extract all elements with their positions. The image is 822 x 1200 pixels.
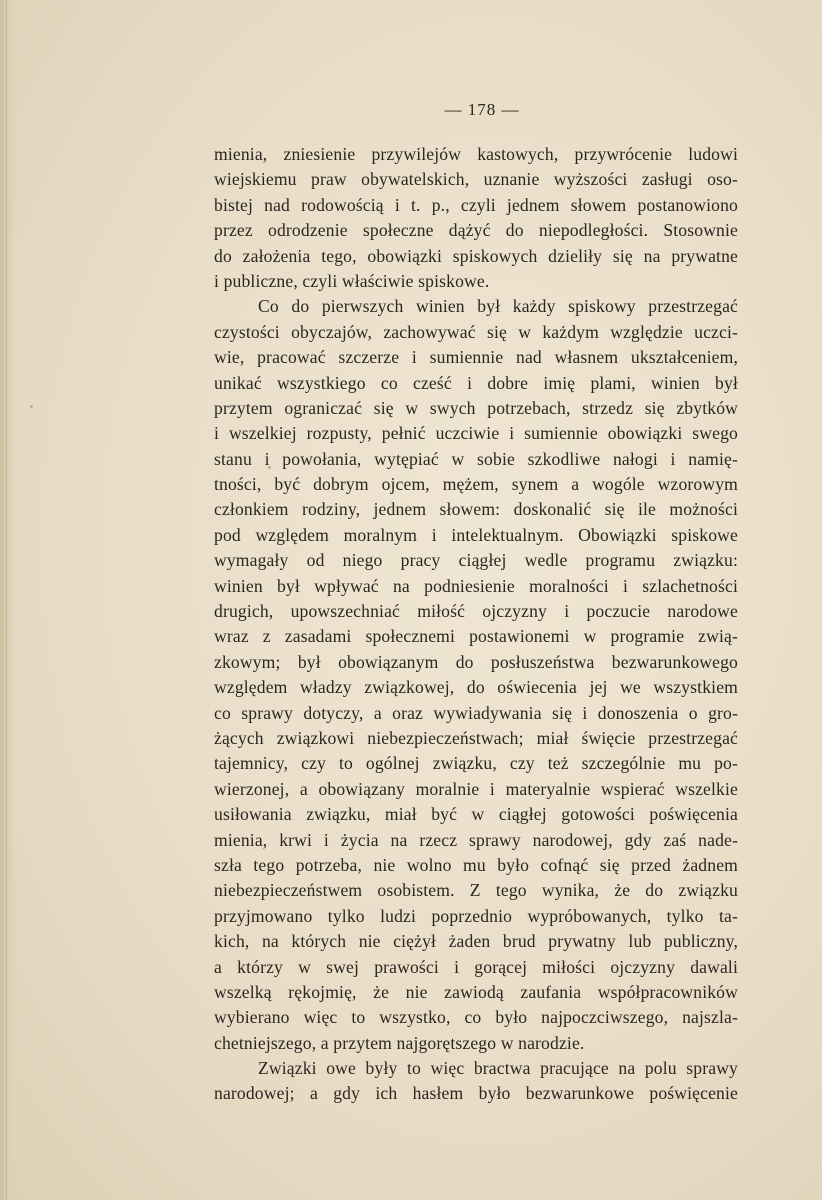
text-line: usiłowania związku, miał być w ciągłej gotowości poświęcenia [214, 804, 738, 825]
text-line: wymagały od niego pracy ciągłej wedle programu związku: [214, 550, 738, 571]
page-number: — 178 — [444, 100, 520, 119]
text-line: i wszelkiej rozpusty, pełnić uczciwie i sumiennie obowiązki swego [214, 423, 738, 444]
text-line: wszelką rękojmię, że nie zawiodą zaufania współpracowników [214, 981, 738, 1002]
text-line: szła tego potrzeba, nie wolno mu było cofnąć się przed żadnem [214, 854, 738, 875]
text-line: unikać wszystkiego co cześć i dobre imię plami, winien był [214, 372, 738, 393]
text-line: wierzonej, a obowiązany moralnie i materyalnie wspierać wszelkie [214, 778, 738, 799]
text-line: pod względem moralnym i intelektualnym. Obowiązki spiskowe [214, 524, 738, 545]
text-line: członkiem rodziny, jednem słowem: doskonalić się ile możności [214, 499, 738, 520]
text-line: narodowej; a gdy ich hasłem było bezwarunkowe poświęcenie [214, 1083, 738, 1104]
binding-edge [0, 0, 16, 1200]
text-line: wybierano więc to wszystko, co było najpoczciwszego, najszla- [214, 1007, 738, 1028]
text-line: przytem ograniczać się w swych potrzebach, strzedz się zbytków [214, 397, 738, 418]
text-line: co sprawy dotyczy, a oraz wywiadywania się i donoszenia o gro- [214, 702, 738, 723]
text-line: Związki owe były to więc bractwa pracujące na polu sprawy [258, 1058, 738, 1079]
text-line: bistej nad rodowością i t. p., czyli jednem słowem postanowiono [214, 194, 738, 215]
text-line: chetniejszego, a przytem najgorętszego w narodzie. [214, 1032, 585, 1053]
text-line: wraz z zasadami społecznemi postawionemi w programie zwią- [214, 626, 738, 647]
paper-spot [30, 405, 33, 408]
text-line: wie, pracować szczerze i sumiennie nad własnem ukształceniem, [214, 347, 738, 368]
text-line: czystości obyczajów, zachowywać się w każdym względzie uczci- [214, 321, 738, 342]
text-line: względem władzy związkowej, do oświecenia jej we wszystkiem [214, 677, 738, 698]
text-line: tajemnicy, czy to ogólnej związku, czy też szczególnie mu po- [214, 753, 738, 774]
text-line: mienia, zniesienie przywilejów kastowych, przywrócenie ludowi [214, 144, 738, 164]
text-line: żących związkowi niebezpieczeństwach; miał święcie przestrzegać [214, 727, 738, 748]
text-line: do założenia tego, obowiązki spiskowych dzieliły się na prywatne [214, 245, 738, 266]
text-line: wiejskiemu praw obywatelskich, uznanie wyższości zasługi oso- [214, 169, 738, 190]
text-line: a którzy w swej prawości i gorącej miłości ojczyzny dawali [214, 956, 738, 977]
text-line: stanu i powołania, wytępiać w sobie szkodliwe nałogi i namię- [214, 448, 738, 469]
text-line: tności, być dobrym ojcem, mężem, synem a wogóle wzorowym [214, 474, 738, 495]
text-line: drugich, upowszechniać miłość ojczyzny i poczucie narodowe [214, 601, 738, 622]
binding-line [6, 0, 7, 1200]
text-line: niebezpieczeństwem osobistem. Z tego wynika, że do związku [214, 880, 738, 901]
text-line: kich, na których nie ciężył żaden brud prywatny lub publiczny, [214, 931, 738, 952]
text-line: mienia, krwi i życia na rzecz sprawy narodowej, gdy zaś nade- [214, 829, 738, 850]
text-line: i publiczne, czyli właściwie spiskowe. [214, 270, 490, 291]
text-line: przez odrodzenie społeczne dążyć do niepodległości. Stosownie [214, 220, 738, 241]
text-line: Co do pierwszych winien był każdy spiskowy przestrzegać [258, 296, 738, 317]
body-text [214, 142, 738, 1107]
text-line: winien był wpływać na podniesienie moralności i szlachetności [214, 575, 738, 596]
text-line: zkowym; był obowiązanym do posłuszeństwa bezwarunkowego [214, 651, 738, 672]
text-line: przyjmowano tylko ludzi poprzednio wypróbowanych, tylko ta- [214, 905, 738, 926]
